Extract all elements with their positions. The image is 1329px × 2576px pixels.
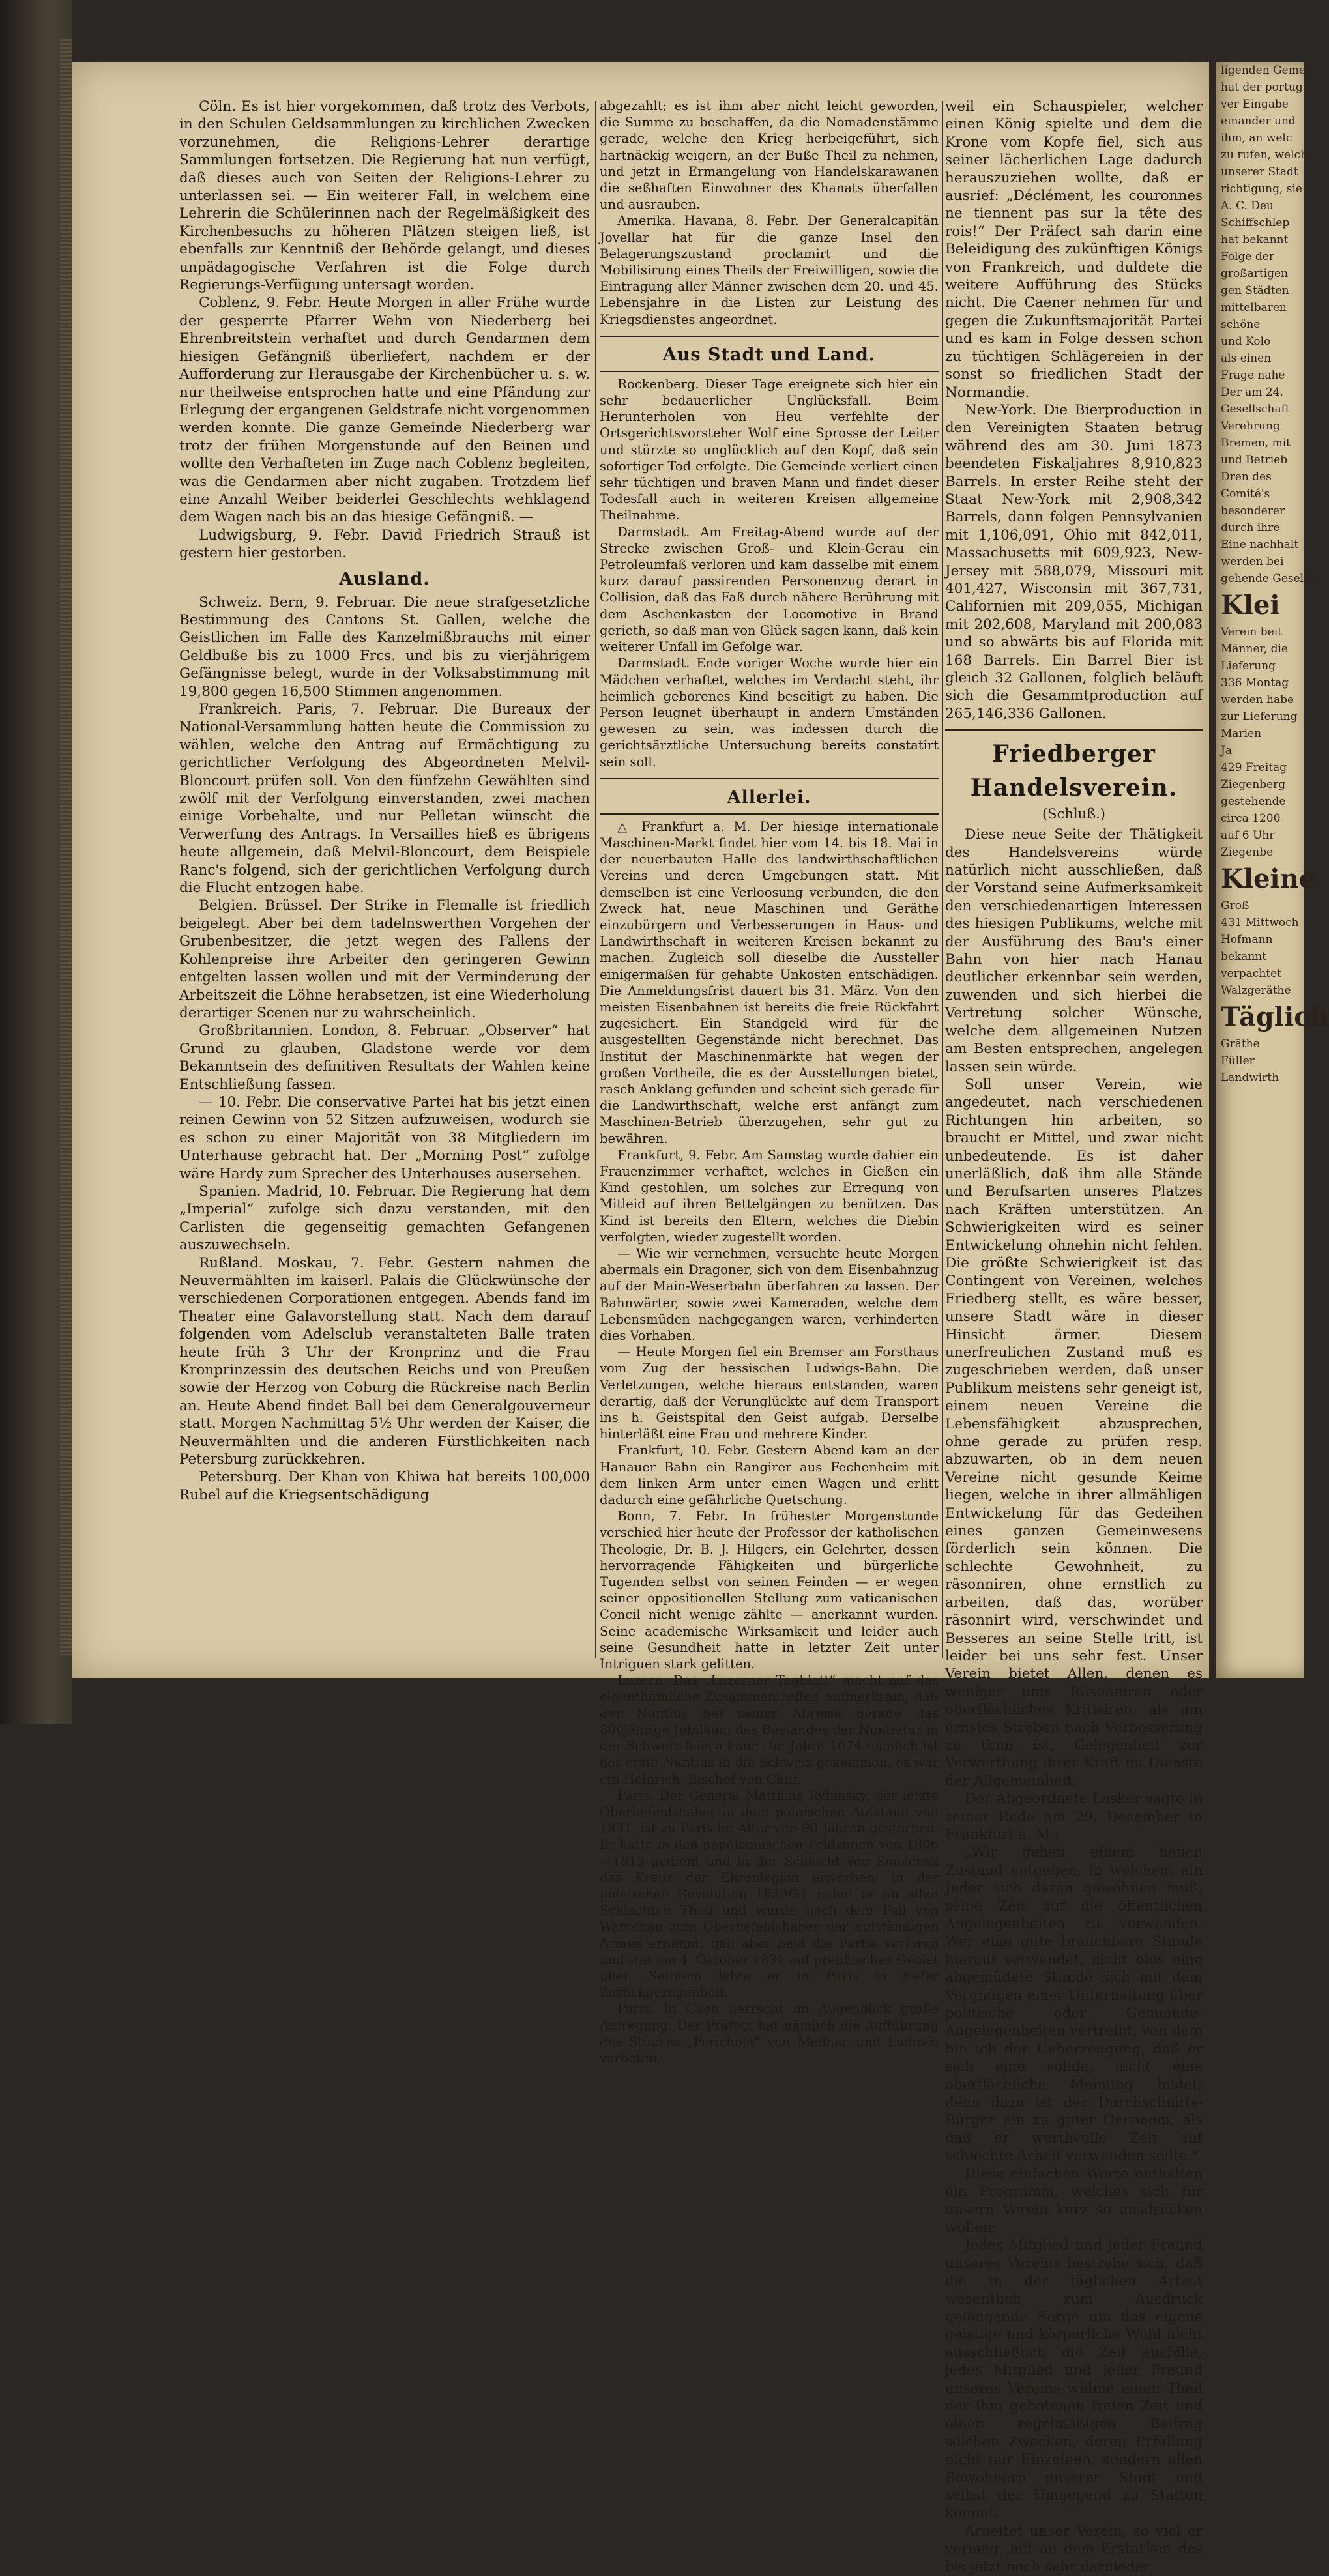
article-grossbritannien-2: — 10. Febr. Die conservative Partei hat bis jetzt einen reinen Gewinn von 52 Sitzen aufzuweisen, wodurch sie es schon zu einer Majorität von 38 Mitgliedern im Unterhause gebracht hat. Der „Morning Post“ zufolge wäre Hardy zum Sprecher des Unterhauses ausersehen. <box>179 1093 590 1182</box>
article-darmstadt-2: Darmstadt. Ende voriger Woche wurde hier ein Mädchen verhaftet, welches im Verdacht steht, ihr heimlich geborenes Kind beseitigt zu haben. Die Person leugnet überhaupt in andern Umständen gewesen zu sein, was indessen durch die gerichtsärztliche Untersuchung bereits constatirt sein soll. <box>600 656 939 770</box>
adjacent-page-line: Bremen, mit <box>1221 437 1291 450</box>
book-binding <box>0 0 72 1724</box>
article-paris-rybinsky: Paris. Der General Matthias Rybinsky, der letzte Oberbefehlshaber in dem polnischen Aufstand von 1831, ist zu Paris im Alter von 90 Jahren gestorben. Er hatte in den napoleonischen Feldzügen von 1806—1813 gedient und in der Schlacht von Smolensk das Kreuz der Ehrenlegion erworben; in der polnischen Revolution 1830/31 nahm er an allen Schlachten Theil und wurde nach dem Fall von Warschau zum Oberbefehlshaber der aufständigen Armee ernannt, gab aber bald die Partie verloren und trat am 4. Oktober 1831 auf preußisches Gebiet über. Seitdem lebte er in Paris in tiefer Zurückgezogenheit. <box>600 1787 939 2001</box>
section-head-stadt-land: Aus Stadt und Land. <box>662 344 876 365</box>
article-petersburg: Petersburg. Der Khan von Khiwa hat bereits 100,000 Rubel auf die Kriegsentschädigung <box>179 1469 590 1503</box>
adjacent-page-line: ihm, an welc <box>1221 132 1292 145</box>
adjacent-page-edge <box>1216 62 1329 1678</box>
section-subhead-schluss: (Schluß.) <box>1042 806 1105 822</box>
article-handelsverein-quote: „Wir gehen einem neuen Zustand entgegen, in welchem ein Jeder sich daran gewöhnen muß, seine Zeit auf die öffentlichen Angelegenheiten zu verwenden. Wer eine gute brauchbare Stunde hierauf verwendet, nicht blos eine abgemüdete Stunde sich mit dem Vergnügen einer Unterhaltung über politische oder Gemeinde-Angelegenheiten vertreibt, von dem bin ich der Ueberzeugung, daß er sich eine solide, nicht eine oberflächliche Meinung bildet; denn dazu ist der Durchschnitts-Bürger ein zu guter Oeconom, als daß er werthvolle Zeit auf schlechte Arbeit verwenden sollte.“ <box>945 1844 1203 2165</box>
article-spanien: Spanien. Madrid, 10. Februar. Die Regierung hat dem „Imperial“ zufolge sich dazu verstanden, mit den Carlisten die gegenseitig gemachten Gefangenen auszuwechseln. <box>179 1183 590 1254</box>
adjacent-page-line: unserer Stadt <box>1221 166 1298 179</box>
adjacent-page-line: Frage nahe <box>1221 369 1285 382</box>
adjacent-page-line: 336 Montag <box>1221 676 1289 689</box>
adjacent-page-line: Groß <box>1221 899 1249 912</box>
article-coblenz: Coblenz, 9. Febr. Heute Morgen in aller Frühe wurde der gesperrte Pfarrer Wehn von Niederberg bei Ehrenbreitstein verhaftet und durch Gendarmen dem hiesigen Gefängniß überliefert, nachdem er der Aufforderung zur Herausgabe der Kirchenbücher u. s. w. nur theilweise entsprochen hatte und eine Pfändung zur Erlegung der ergangenen Geldstrafe nicht vorgenommen werden konnte. Die ganze Gemeinde Niederberg war trotz der frühen Morgenstunde auf den Beinen und wollte den Verhafteten im Zuge nach Coblenz begleiten, was die Gendarmen aber nicht zugaben. Trotzdem lief eine Anzahl Weiber beiderlei Geschlechts wehklagend dem Wagen nach bis an das hiesige Gefängniß. — <box>179 295 590 526</box>
article-rockenberg: Rockenberg. Dieser Tage ereignete sich hier ein sehr bedauerlicher Unglücksfall. Beim Herunterholen von Heu verfehlte der Ortsgerichtsvorsteher Wolf eine Sprosse der Leiter und stürzte so unglücklich auf den Kopf, daß sein sofortiger Tod erfolgte. Die Gemeinde verliert einen sehr tüchtigen und braven Mann und findet dieser Todesfall auch in weiteren Kreisen allgemeine Theilnahme. <box>600 376 939 523</box>
article-khiwa-cont: abgezahlt; es ist ihm aber nicht leicht geworden, die Summe zu beschaffen, da die Nomadenstämme gerade, welche den Krieg herbeigeführt, sich hartnäckig weigern, an der Buße Theil zu nehmen, und jetzt in Ermangelung von Handelskarawanen die seßhaften Einwohner des Khanats überfallen und ausrauben. <box>600 98 939 212</box>
adjacent-page-line: gestehende <box>1221 795 1286 808</box>
adjacent-page-line: bekannt <box>1221 950 1267 963</box>
adjacent-page-line: zur Lieferung <box>1221 710 1298 723</box>
adjacent-page-line: Dren des <box>1221 470 1272 484</box>
article-caen-cont: weil ein Schauspieler, welcher einen König spielte und dem die Krone vom Kopfe fiel, sich aus seiner lächerlichen Lage dadurch herauszuziehen wollte, daß er ausrief: „Déclément, les couronnes ne tiennent pas sur la tête des rois!“ Der Präfect sah darin eine Beleidigung des zukünftigen Königs von Frankreich, und duldete die weitere Aufführung des Stücks nicht. Die Caener nehmen für und gegen die Zukunftsmajorität Partei und es kam in Folge dessen schon zu tüchtigen Schlägereien in der sonst so friedlichen Stadt der Normandie. <box>945 98 1203 401</box>
article-handelsverein-2: Soll unser Verein, wie angedeutet, nach verschiedenen Richtungen hin arbeiten, so braucht er Mittel, und zwar nicht unbedeutende. Es ist daher unerläßlich, daß ihm alle Stände und Berufsarten unseres Platzes nach Kräften unterstützen. An Schwierigkeiten wird es seiner Entwickelung ohnehin nicht fehlen. Die größte Schwierigkeit ist das Contingent von Vereinen, welches Friedberg stellt, es wäre besser, unsere Stadt wäre in dieser Hinsicht ärmer. Diesem unerfreulichen Zustand muß es zugeschrieben werden, daß unser Publikum meistens sehr geneigt ist, einem neuen Vereine die Lebensfähigkeit abzusprechen, ohne gerade zu prüfen resp. abzuwarten, ob in dem neuen Vereine nicht gesunde Keime liegen, welche in ihrer allmähligen Entwickelung für das Gedeihen eines ganzen Gemeinwesens förderlich sein können. Die schlechte Gewohnheit, zu räsonniren, ohne ernstlich zu arbeiten, daß das, worüber räsonnirt wird, verschwindet und Besseres an seine Stelle tritt, ist leider bei uns sehr fest. Unser Verein bietet Allen, denen es weniger ums Räsonniren oder oberflächliches Kritisiren, als um ernstes Streben nach Verbesserung zu thun ist, Gelegenheit zur Verwerthung ihrer Kraft im Dienste der Allgemeinheit. <box>945 1076 1203 1789</box>
adjacent-page-line: Walzgeräthe <box>1221 984 1291 997</box>
section-head-ausland: Ausland. <box>339 568 430 589</box>
article-bonn: Bonn, 7. Febr. In frühester Morgenstunde verschied hier heute der Professor der katholischen Theologie, Dr. B. J. Hilgers, ein Gelehrter, dessen hervorragende Fähigkeiten und bürgerliche Tugenden selbst von seinen Feinden — er wegen seiner oppositionellen Stellung zum vaticanischen Concil nicht wenige zählte — anerkannt wurden. Seine academische Wirksamkeit und leider auch seine Gesundheit hatte in letzter Zeit unter Intriguen stark gelitten. <box>600 1509 939 1672</box>
article-handelsverein-6: Arbeitet unser Verein, so viel er vermag, mit an dem Erstarken des bis jetzt noch sehr darnieder <box>945 2523 1203 2575</box>
adjacent-page-line: Ziegenbe <box>1221 846 1274 859</box>
adjacent-page-text <box>1216 62 1329 1086</box>
adjacent-page-line: als einen <box>1221 352 1272 365</box>
adjacent-page-line: und Kolo <box>1221 335 1271 348</box>
adjacent-page-line: Männer, die <box>1221 643 1288 656</box>
column-3 <box>945 98 1203 2575</box>
adjacent-page-line: durch ihre <box>1221 521 1280 534</box>
adjacent-page-line: Hofmann <box>1221 933 1273 946</box>
article-amerika: Amerika. Havana, 8. Febr. Der Generalcapitän Jovellar hat für die ganze Insel den Belagerungszustand proclamirt und die Mobilisirung eines Theils der Freiwilligen, sowie die Eintragung aller Männer zwischen dem 20. und 45. Lebensjahre in die Listen zur Leistung des Kriegsdienstes angeordnet. <box>600 213 939 327</box>
adjacent-page-line: Ziegenberg <box>1221 778 1286 791</box>
adjacent-page-line: verpachtet <box>1221 967 1282 980</box>
article-luzern: Luzern. Das „Luzerner Tagblatt“ macht auf das eigenthümliche Zusammentreffen aufmerksam, daß der Nuntius bei seiner Abreise gerade das 800jährige Jubiläum des Bestandes der Nuntiatur in der Schweiz feiern kann. Im Jahre 1074 nämlich ist der erste Nuntius in die Schweiz gekommen, es war ein Heinrich, Bischof von Chur. <box>600 1673 939 1787</box>
column-2 <box>600 98 939 2066</box>
adjacent-page-line: besonderer <box>1221 504 1285 517</box>
adjacent-page-line: Comité's <box>1221 487 1270 500</box>
column-1 <box>179 98 590 1662</box>
adjacent-page-heading: Klei <box>1221 590 1280 620</box>
adjacent-page-line: gehende Gesellsc <box>1221 572 1319 585</box>
article-dragoner: — Wie wir vernehmen, versuchte heute Morgen abermals ein Dragoner, sich von dem Eisenbahnzug auf der Main-Weserbahn überfahren zu lassen. Der Bahnwärter, sowie zwei Kameraden, welche dem Lebensmüden nachgegangen waren, verhinderten dies Vorhaben. <box>600 1246 939 1344</box>
adjacent-page-line: 429 Freitag <box>1221 761 1287 774</box>
adjacent-page-line: Gräthe <box>1221 1037 1260 1050</box>
article-handelsverein-5: Jedes Mitglied und jeder Freund unseres Vereins bestrebe sich, daß die in der täglichen Arbeit wesentlich zum Ausdruck gelangende Sorge um das eigene geistige und körperliche Wohl nicht ausschließlich die Zeit ausfülle, jedes Mitglied und jeder Freund unseres Vereins widme einen Theil der ihm gebotenen freien Zeit und einen regelmäßigen Beitrag solchen Zwecken, deren Erfüllung nicht nur Einzelnen, sondern allen Bewohnern unserer Stadt und selbst der Umgegend zu Statten kommt. <box>945 2237 1203 2522</box>
article-handelsverein-4: Diese einfachen Worte enthalten ein Programm, welches sich für unsern Verein kurz so ausdrücken wollen: <box>945 2165 1203 2236</box>
adjacent-page-line: richtigung, sie <box>1221 182 1302 195</box>
adjacent-page-line: Marien <box>1221 727 1262 740</box>
adjacent-page-line: und Betrieb <box>1221 454 1288 467</box>
article-darmstadt-1: Darmstadt. Am Freitag-Abend wurde auf der Strecke zwischen Groß- und Klein-Gerau ein Petroleumfaß verloren und kam dasselbe mit einem kurz darauf passirenden Personenzug derart in Collision, daß das Faß durch nähere Berührung mit dem Aschenkasten der Locomotive in Brand gerieth, so daß man von Glück sagen kann, daß kein weiterer Unfall im Gefolge war. <box>600 524 939 655</box>
column-divider <box>595 101 596 1658</box>
adjacent-page-line: A. C. Deu <box>1221 199 1274 212</box>
adjacent-page-line: einander und <box>1221 115 1296 128</box>
adjacent-page-line: großartigen <box>1221 267 1289 280</box>
adjacent-page-line: Lieferung <box>1221 659 1276 673</box>
adjacent-page-line: gen Städten <box>1221 284 1289 297</box>
adjacent-page-line: Verehrung <box>1221 420 1280 433</box>
section-rule <box>945 729 1203 731</box>
adjacent-page-line: werden bei <box>1221 555 1284 568</box>
column-divider <box>942 101 943 1658</box>
section-head-handelsverein: Friedberger Handelsverein. <box>970 740 1178 802</box>
article-new-york: New-York. Die Bierproduction in den Vereinigten Staaten betrug während des am 30. Juni 1873 beendeten Fiskaljahres 8,910,823 Barrels. In erster Reihe steht der Staat New-York mit 2,908,342 Barrels, dann folgen Pennsylvanien mit 1,106,091, Ohio mit 842,011, Massachusetts mit 609,923, New-Jersey mit 588,079, Missouri mit 401,427, Wisconsin mit 367,731, Californien mit 209,055, Michigan mit 202,608, Maryland mit 200,083 und so abwärts bis auf Florida mit 168 Barrels. Ein Barrel Bier ist gleich 32 Gallonen, folglich beläuft sich die Gesammtproduction auf 265,146,336 Gallonen. <box>945 401 1203 722</box>
adjacent-page-heading: Kleine <box>1221 863 1316 894</box>
adjacent-page-line: Ja <box>1221 744 1232 757</box>
article-handelsverein-3: Der Abgeordnete Lasker sagte in seiner Rede am 29. December in Frankfurt a. M.: <box>945 1791 1203 1843</box>
adjacent-page-line: Folge der <box>1221 250 1274 263</box>
article-frankreich: Frankreich. Paris, 7. Februar. Die Bureaux der National-Versammlung hatten heute die Commission zu wählen, welche den Antrag auf Ermächtigung zu gerichtlicher Verfolgung des Abgeordneten Melvil-Bloncourt prüfen soll. Von den fünfzehn Gewählten sind zwölf mit der Verfolgung einverstanden, zwei machen einige Vorbehalte, und nur Pelletan wünscht die Verwerfung des Antrags. In Versailles hieß es übrigens heute allgemein, daß Melvil-Bloncourt, dem Beispiele Ranc's folgend, sich der gerichtlichen Verfolgung durch die Flucht entzogen habe. <box>179 701 590 897</box>
article-schweiz: Schweiz. Bern, 9. Februar. Die neue strafgesetzliche Bestimmung des Cantons St. Gallen, welche die Geistlichen im Falle des Kanzelmißbrauchs mit einer Geldbuße bis zu 1000 Frcs. und bis zu vierjährigem Gefängnisse belegt, wurde in der Volksabstimmung mit 19,800 gegen 16,500 Stimmen angenommen. <box>179 594 590 700</box>
adjacent-page-line: ver Eingabe <box>1221 98 1289 111</box>
article-grossbritannien: Großbritannien. London, 8. Februar. „Observer“ hat Grund zu glauben, Gladstone werde vor dem Bekanntsein des definitiven Resultats der Wahlen keine Entschließung fassen. <box>179 1022 590 1093</box>
adjacent-page-line: Eine nachhalt <box>1221 538 1299 551</box>
adjacent-page-line: zu rufen, welch <box>1221 149 1308 162</box>
adjacent-page-line: circa 1200 <box>1221 812 1281 825</box>
article-paris-caen: Paris. In Caen herrscht im Augenblick große Aufregung. Der Präfect hat nämlich die Aufführung des Stückes „Perichole“ von Meilhac und Ludovic verboten, <box>600 2001 939 2066</box>
adjacent-page-line: Gesellschaft <box>1221 403 1290 416</box>
adjacent-page-line: auf 6 Uhr <box>1221 829 1275 842</box>
article-bremser: — Heute Morgen fiel ein Bremser am Forsthaus vom Zug der hessischen Ludwigs-Bahn. Die Verletzungen, welche hieraus entstanden, waren derartig, daß der Verunglückte auf dem Transport ins h. Geistspital den Geist aufgab. Derselbe hinterläßt eine Frau und mehrere Kinder. <box>600 1344 939 1442</box>
newspaper-page <box>72 62 1209 2575</box>
adjacent-page-line: mittelbaren <box>1221 301 1287 314</box>
article-ludwigsburg: Ludwigsburg, 9. Febr. David Friedrich Strauß ist gestern hier gestorben. <box>179 527 590 562</box>
adjacent-page-line: Füller <box>1221 1054 1255 1067</box>
adjacent-page-line: Der am 24. <box>1221 386 1283 399</box>
adjacent-page-line: Verein beit <box>1221 626 1282 639</box>
adjacent-page-line: hat bekannt <box>1221 233 1289 246</box>
adjacent-page-line: hat der portug <box>1221 81 1303 94</box>
adjacent-page-heading: Täglich <box>1221 1002 1329 1032</box>
adjacent-page-line: Landwirth <box>1221 1071 1279 1084</box>
article-frankfurt-maschinenmarkt: △ Frankfurt a. M. Der hiesige internationale Maschinen-Markt findet hier vom 14. bis 18. Mai in der neuerbauten Halle des landwirthschaftlichen Vereins und deren Umgebungen statt. Mit demselben ist eine Verloosung verbunden, die den Zweck hat, neue Maschinen und Geräthe einzubürgern und Verbesserungen in Haus- und Landwirthschaft in weiteren Kreisen bekannt zu machen. Zugleich soll dieselbe die Aussteller einigermaßen für gehabte Unkosten entschädigen. Die Anmeldungsfrist dauert bis 31. März. Von den meisten Eisenbahnen ist bereits die freie Rückfahrt zugesichert. Ein Standgeld wird für die ausgestellten Gegenstände nicht berechnet. Das Institut der Maschinenmärkte hat wegen der großen Vortheile, die es der Ausstellungen bietet, rasch Anklang gefunden und scheint sich gerade für die Landwirthschaft, welche erst anfängt zum Maschinen-Betrieb überzugehen, sehr gut zu bewähren. <box>600 818 939 1146</box>
article-handelsverein-1: Diese neue Seite der Thätigkeit des Handelsvereins würde natürlich nicht ausschließen, daß der Vorstand seine Aufmerksamkeit den verschiedenartigen Interessen des hiesigen Publikums, welche mit der Ausführung des Bau's einer Bahn von hier nach Hanau deutlicher erkennbar sein werden, zuwenden und sich hierbei die Vertretung solcher Wünsche, welche dem allgemeinen Nutzen am Besten entsprechen, angelegen lassen sein würde. <box>945 826 1203 1075</box>
section-head-allerlei: Allerlei. <box>727 787 811 807</box>
adjacent-page-line: 431 Mittwoch <box>1221 916 1299 929</box>
section-head-box <box>600 778 939 815</box>
adjacent-page-line: schöne <box>1221 318 1261 331</box>
adjacent-page-line: ligenden Gemei <box>1221 64 1309 77</box>
article-russland: Rußland. Moskau, 7. Febr. Gestern nahmen die Neuvermählten im kaiserl. Palais die Glückwünsche der verschiedenen Corporationen entgegen. Abends fand im Theater eine Galavorstellung statt. Nach dem darauf folgenden vom Adelsclub veranstalteten Balle traten heute früh 3 Uhr der Kronprinz und die Frau Kronprinzessin des deutschen Reichs und von Preußen sowie der Herzog von Coburg die Rückreise nach Berlin an. Heute Abend findet Ball bei dem Generalgouverneur statt. Morgen Nachmittag 5½ Uhr werden der Kaiser, die Neuvermählten und die anderen Fürstlichkeiten nach Petersburg zurückkehren. <box>179 1254 590 1468</box>
article-belgien: Belgien. Brüssel. Der Strike in Flemalle ist friedlich beigelegt. Aber bei dem tadelnswerthen Vorgehen der Grubenbesitzer, die jetzt wegen des Fallens der Kohlenpreise ihre Arbeiter den geringeren Gewinn entgelten lassen wollen und mit der Verminderung der Arbeitszeit die Löhne herabsetzen, ist eine Wiederholung derartiger Scenen nur zu wahrscheinlich. <box>179 897 590 1021</box>
adjacent-page-line: Schiffschlep <box>1221 216 1290 229</box>
article-frankfurt-10-febr: Frankfurt, 10. Febr. Gestern Abend kam an der Hanauer Bahn ein Rangirer aus Fechenheim mit dem linken Arm unter einen Wagen und erlitt dadurch eine gefährliche Quetschung. <box>600 1443 939 1508</box>
adjacent-page-line: werden habe <box>1221 693 1294 706</box>
section-head-box <box>600 336 939 372</box>
article-frankfurt-9-febr: Frankfurt, 9. Febr. Am Samstag wurde dahier ein Frauenzimmer verhaftet, welches in Gießen ein Kind gestohlen, um solches zur Erregung von Mitleid auf ihren Bettelgängen zu benützen. Das Kind ist bereits den Eltern, welches die Diebin verfolgten, wieder zugestellt worden. <box>600 1147 939 1245</box>
article-coeln: Cöln. Es ist hier vorgekommen, daß trotz des Verbots, in den Schulen Geldsammlungen zu kirchlichen Zwecken vorzunehmen, die Religions-Lehrer derartige Sammlungen fortsetzen. Die Regierung hat nun verfügt, daß dieses auch von Seiten der Religions-Lehrer zu unterlassen sei. — Ein weiterer Fall, in welchem eine Lehrerin die Schülerinnen nach der Regelmäßigkeit des Kirchenbesuchs zu höheren Plätzen steigen ließ, ist ebenfalls zur Kenntniß der Behörde gelangt, und dieses unpädagogische Verfahren ist die Folge durch Regierungs-Verfügung untersagt worden. <box>179 98 590 294</box>
